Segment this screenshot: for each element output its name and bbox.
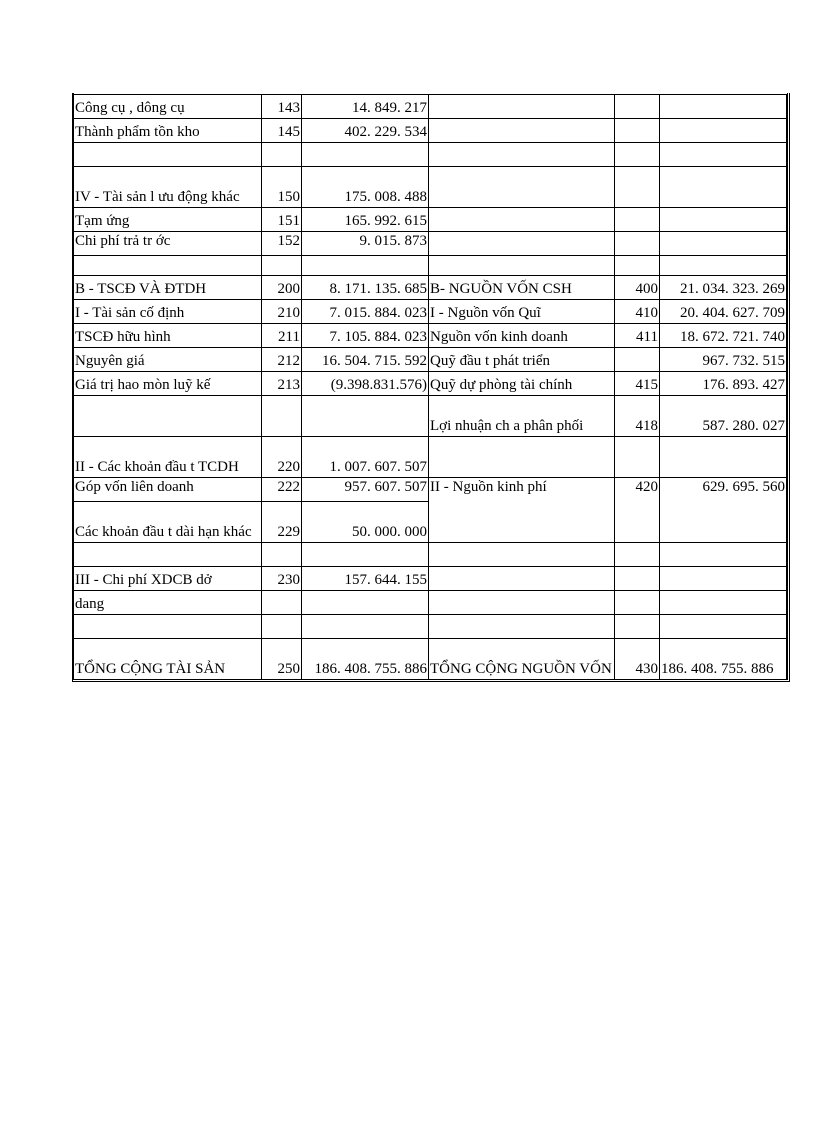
source-code-cell: 420 <box>615 478 660 543</box>
asset-amount-cell <box>302 256 429 276</box>
asset-code-cell: 212 <box>262 348 302 372</box>
asset-code-cell: 145 <box>262 119 302 143</box>
source-amount-cell: 629. 695. 560 <box>660 478 787 543</box>
balance-sheet-body <box>74 95 787 680</box>
asset-code-cell: 213 <box>262 372 302 396</box>
source-amount-cell <box>660 167 787 208</box>
asset-item-cell: Giá trị hao mòn luỹ kế <box>74 372 262 396</box>
asset-item-cell: Các khoản đầu t dài hạn khác <box>74 502 262 543</box>
source-code-cell <box>615 232 660 256</box>
table-row <box>74 567 787 591</box>
source-code-cell <box>615 208 660 232</box>
source-code-cell <box>615 437 660 478</box>
asset-code-cell: 151 <box>262 208 302 232</box>
source-item-cell <box>429 256 615 276</box>
asset-item-cell: Chi phí trả tr ớc <box>74 232 262 256</box>
source-item-cell <box>429 543 615 567</box>
source-code-cell <box>615 119 660 143</box>
table-row <box>74 324 787 348</box>
asset-item-cell: III - Chi phí XDCB dở <box>74 567 262 591</box>
table-row <box>74 167 787 208</box>
source-item-cell <box>429 591 615 615</box>
source-item-cell <box>429 208 615 232</box>
asset-amount-cell <box>302 396 429 437</box>
table-row <box>74 119 787 143</box>
asset-code-cell: 211 <box>262 324 302 348</box>
table-row <box>74 256 787 276</box>
asset-code-cell: 220 <box>262 437 302 478</box>
asset-amount-cell: 7. 015. 884. 023 <box>302 300 429 324</box>
table-row <box>74 437 787 478</box>
source-amount-cell: 176. 893. 427 <box>660 372 787 396</box>
asset-item-cell <box>74 396 262 437</box>
asset-code-cell <box>262 396 302 437</box>
asset-amount-cell: 7. 105. 884. 023 <box>302 324 429 348</box>
asset-amount-cell: 402. 229. 534 <box>302 119 429 143</box>
source-code-cell <box>615 95 660 119</box>
asset-item-cell: dang <box>74 591 262 615</box>
asset-item-cell: Tạm ứng <box>74 208 262 232</box>
source-amount-cell: 967. 732. 515 <box>660 348 787 372</box>
source-item-cell: Nguồn vốn kinh doanh <box>429 324 615 348</box>
source-amount-cell <box>660 232 787 256</box>
total-row <box>74 639 787 680</box>
asset-code-cell: 230 <box>262 567 302 591</box>
asset-code-cell: 200 <box>262 276 302 300</box>
source-code-cell: 411 <box>615 324 660 348</box>
asset-code-cell <box>262 543 302 567</box>
asset-amount-cell <box>302 591 429 615</box>
source-amount-cell <box>660 567 787 591</box>
table-row <box>74 276 787 300</box>
table-row <box>74 232 787 256</box>
asset-item-cell: II - Các khoản đầu t TCDH <box>74 437 262 478</box>
source-code-cell: 415 <box>615 372 660 396</box>
source-code-cell <box>615 143 660 167</box>
asset-amount-cell: 157. 644. 155 <box>302 567 429 591</box>
table-row <box>74 95 787 119</box>
asset-item-cell: IV - Tài sản l ưu động khác <box>74 167 262 208</box>
asset-amount-cell: 175. 008. 488 <box>302 167 429 208</box>
source-item-cell <box>429 567 615 591</box>
asset-amount-cell: 16. 504. 715. 592 <box>302 348 429 372</box>
source-item-cell <box>429 143 615 167</box>
asset-item-cell <box>74 256 262 276</box>
source-item-cell <box>429 437 615 478</box>
asset-item-cell: B - TSCĐ VÀ ĐTDH <box>74 276 262 300</box>
table-row <box>74 396 787 437</box>
source-code-cell <box>615 615 660 639</box>
source-item-cell <box>429 615 615 639</box>
source-amount-cell <box>660 95 787 119</box>
asset-amount-cell <box>302 615 429 639</box>
source-item-cell: Quỹ dự phòng tài chính <box>429 372 615 396</box>
source-amount-cell <box>660 256 787 276</box>
asset-amount-cell: 8. 171. 135. 685 <box>302 276 429 300</box>
source-amount-cell: 21. 034. 323. 269 <box>660 276 787 300</box>
source-item-cell: B- NGUỒN VỐN CSH <box>429 276 615 300</box>
table-row <box>74 348 787 372</box>
table-row <box>74 208 787 232</box>
balance-sheet-table <box>73 94 787 680</box>
source-item-cell: II - Nguồn kinh phí <box>429 478 615 543</box>
asset-item-cell: Nguyên giá <box>74 348 262 372</box>
asset-amount-cell: 14. 849. 217 <box>302 95 429 119</box>
source-amount-cell <box>660 615 787 639</box>
source-amount-cell: 20. 404. 627. 709 <box>660 300 787 324</box>
source-amount-cell <box>660 143 787 167</box>
source-code-cell: 430 <box>615 639 660 680</box>
source-amount-cell: 18. 672. 721. 740 <box>660 324 787 348</box>
source-code-cell <box>615 567 660 591</box>
asset-code-cell: 222 <box>262 478 302 502</box>
source-item-cell <box>429 119 615 143</box>
asset-code-cell <box>262 143 302 167</box>
source-code-cell: 410 <box>615 300 660 324</box>
source-amount-cell <box>660 543 787 567</box>
table-row <box>74 591 787 615</box>
source-code-cell <box>615 256 660 276</box>
source-code-cell: 400 <box>615 276 660 300</box>
table-row <box>74 478 787 502</box>
table-row <box>74 143 787 167</box>
asset-code-cell <box>262 256 302 276</box>
source-amount-cell: 186. 408. 755. 886 <box>660 639 787 680</box>
source-item-cell: I - Nguồn vốn Quĩ <box>429 300 615 324</box>
source-amount-cell <box>660 208 787 232</box>
source-code-cell <box>615 591 660 615</box>
source-amount-cell: 587. 280. 027 <box>660 396 787 437</box>
asset-code-cell <box>262 591 302 615</box>
table-row <box>74 615 787 639</box>
source-amount-cell <box>660 437 787 478</box>
table-row <box>74 543 787 567</box>
asset-item-cell: Công cụ , dông cụ <box>74 95 262 119</box>
asset-item-cell <box>74 615 262 639</box>
asset-code-cell: 210 <box>262 300 302 324</box>
source-code-cell <box>615 167 660 208</box>
asset-code-cell: 150 <box>262 167 302 208</box>
table-row <box>74 300 787 324</box>
asset-amount-cell: 186. 408. 755. 886 <box>302 639 429 680</box>
table-row <box>74 372 787 396</box>
source-item-cell <box>429 95 615 119</box>
asset-item-cell <box>74 543 262 567</box>
source-code-cell <box>615 348 660 372</box>
asset-amount-cell <box>302 143 429 167</box>
source-amount-cell <box>660 119 787 143</box>
asset-amount-cell: 50. 000. 000 <box>302 502 429 543</box>
source-amount-cell <box>660 591 787 615</box>
asset-code-cell: 229 <box>262 502 302 543</box>
source-item-cell <box>429 167 615 208</box>
asset-code-cell: 143 <box>262 95 302 119</box>
asset-amount-cell: 957. 607. 507 <box>302 478 429 502</box>
asset-item-cell <box>74 143 262 167</box>
asset-item-cell: Góp vốn liên doanh <box>74 478 262 502</box>
asset-code-cell: 152 <box>262 232 302 256</box>
asset-item-cell: I - Tài sản cố định <box>74 300 262 324</box>
source-item-cell: TỔNG CỘNG NGUỒN VỐN <box>429 639 615 680</box>
asset-amount-cell: (9.398.831.576) <box>302 372 429 396</box>
source-item-cell: Lợi nhuận ch a phân phối <box>429 396 615 437</box>
asset-amount-cell: 165. 992. 615 <box>302 208 429 232</box>
asset-amount-cell: 1. 007. 607. 507 <box>302 437 429 478</box>
source-code-cell: 418 <box>615 396 660 437</box>
asset-amount-cell: 9. 015. 873 <box>302 232 429 256</box>
source-item-cell <box>429 232 615 256</box>
asset-code-cell: 250 <box>262 639 302 680</box>
asset-code-cell <box>262 615 302 639</box>
asset-amount-cell <box>302 543 429 567</box>
asset-item-cell: TỔNG CỘNG TÀI SẢN <box>74 639 262 680</box>
source-code-cell <box>615 543 660 567</box>
asset-item-cell: TSCĐ hữu hình <box>74 324 262 348</box>
asset-item-cell: Thành phẩm tồn kho <box>74 119 262 143</box>
source-item-cell: Quỹ đầu t phát triển <box>429 348 615 372</box>
